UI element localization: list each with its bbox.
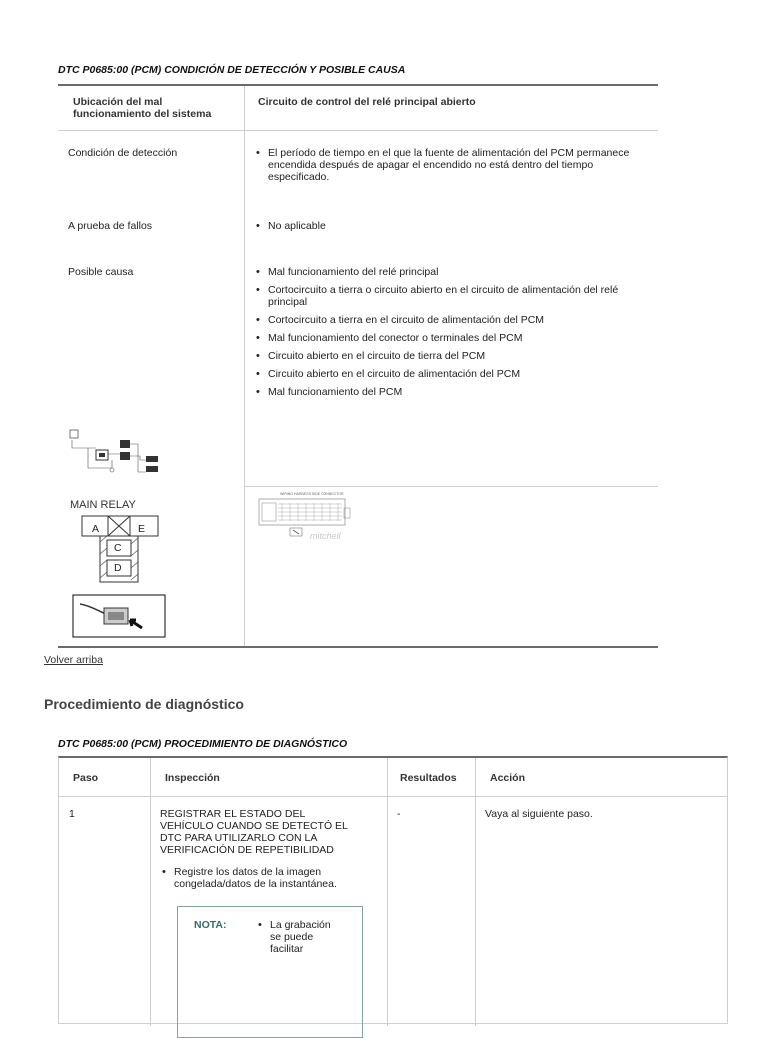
table1-caption: DTC P0685:00 (PCM) CONDICIÓN DE DETECCIÓN Y POSIBLE CAUSA [58,64,406,76]
list-item: • Circuito abierto en el circuito de alimentación del PCM [254,368,644,380]
wiring-diagram-thumbnail [68,428,164,478]
watermark: mitchell [310,531,341,541]
header-location: Ubicación del mal funcionamiento del sistema [73,96,212,120]
list-item: • Mal funcionamiento del PCM [254,386,644,398]
header-divider [58,130,658,131]
note-items [256,919,336,961]
row-items-causes [254,266,644,404]
note-box [177,906,363,1038]
connector-photo [72,594,166,638]
relay-pin-e: E [138,523,146,535]
list-item: • El período de tiempo en el que la fuente de alimentación del PCM permanece encendida después de apagar el encendido no está dentro del tiempo especificado. [254,147,644,183]
list-item: • La grabación se puede facilitar [256,919,336,955]
list-item: • Mal funcionamiento del relé principal [254,266,644,278]
table2-caption: DTC P0685:00 (PCM) PROCEDIMIENTO DE DIAGNÓSTICO [58,738,348,750]
column-divider [244,86,245,646]
list-item: • Registre los datos de la imagen congelada/datos de la instantánea. [160,866,370,890]
table-bottom-border [58,646,658,648]
header-action: Acción [490,772,526,784]
list-item: • Circuito abierto en el circuito de tierra del PCM [254,350,644,362]
diagnostic-procedure-table [58,756,728,1024]
inspection-items [160,866,370,896]
header-divider [59,796,727,797]
list-item: • No aplicable [254,220,644,232]
inspection-title: REGISTRAR EL ESTADO DEL VEHÍCULO CUANDO SE DETECTÓ EL DTC PARA UTILIZARLO CON LA VERIFICACIÓN DE REPETIBILIDAD [160,808,348,856]
header-circuit: Circuito de control del relé principal abierto [258,96,476,108]
relay-pin-c: C [114,542,122,554]
relay-pin-a: A [92,523,100,535]
relay-pin-d: D [114,562,122,574]
list-item: • Cortocircuito a tierra o circuito abierto en el circuito de alimentación del relé principal [254,284,644,308]
row-items-failsafe [254,220,644,238]
row-items-detection [254,147,644,189]
step-number: 1 [69,808,75,820]
list-item: • Mal funcionamiento del conector o terminales del PCM [254,332,644,344]
column-divider [475,758,476,1026]
section-title: Procedimiento de diagnóstico [44,696,244,712]
column-divider [387,758,388,1026]
header-step: Paso [73,772,99,784]
table-top-border [58,84,658,86]
back-to-top-link[interactable]: Volver arriba [44,654,103,666]
column-divider [150,758,151,1026]
row-label-failsafe: A prueba de fallos [68,220,153,232]
relay-title: MAIN RELAY [70,499,136,511]
row-label-detection: Condición de detección [68,147,178,159]
header-inspection: Inspección [165,772,220,784]
connector-title: WIRING HARNESS SIDE CONNECTOR [280,492,344,496]
figure-divider [244,486,658,487]
row-label-causes: Posible causa [68,266,134,278]
note-label: NOTA: [194,919,227,931]
action-text: Vaya al siguiente paso. [485,808,593,820]
header-results: Resultados [400,772,457,784]
list-item: • Cortocircuito a tierra en el circuito de alimentación del PCM [254,314,644,326]
result-value: - [397,808,401,820]
